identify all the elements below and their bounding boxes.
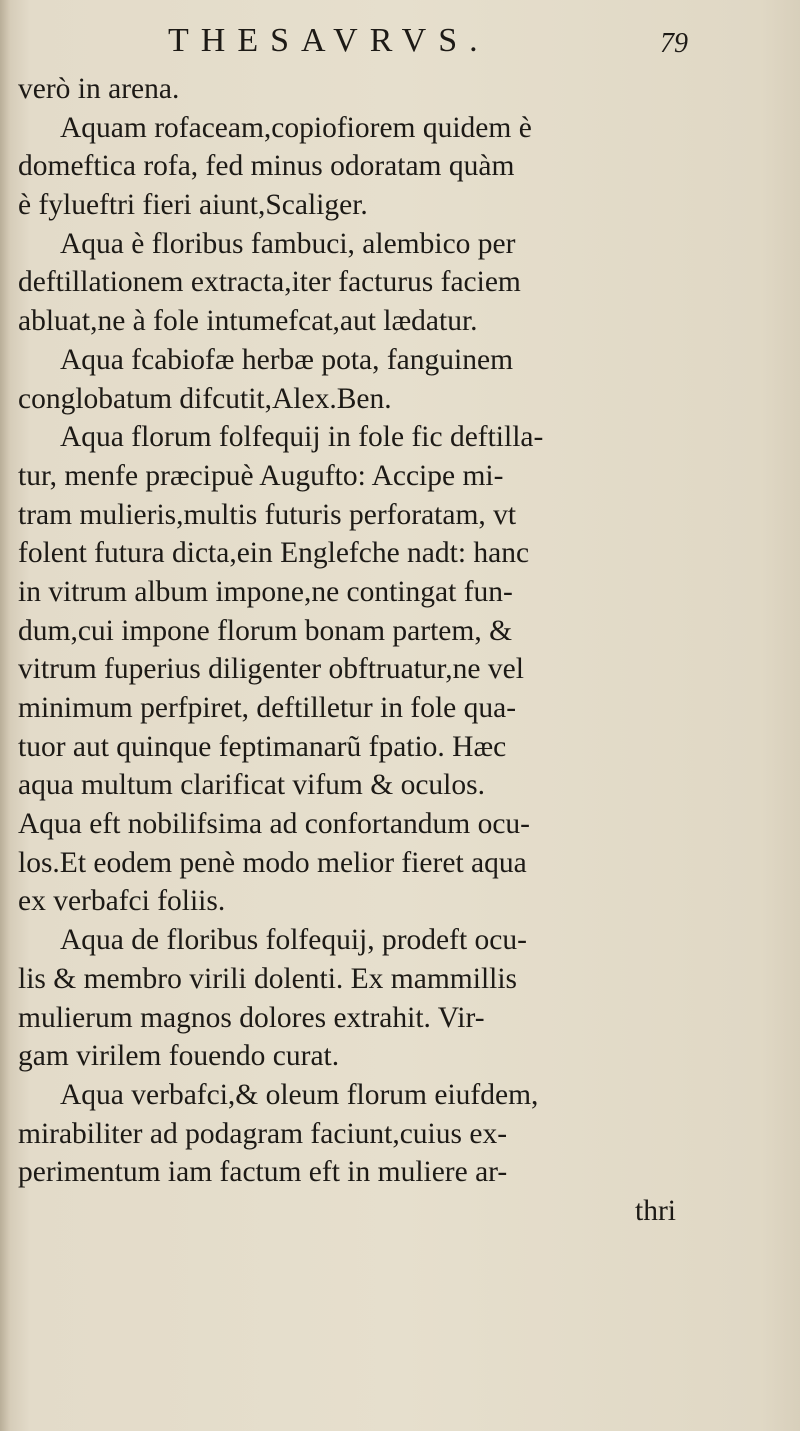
text-line: Aqua è floribus fambuci, alembico per: [60, 227, 516, 260]
body-text: [18, 70, 684, 1231]
text-line: Aqua fcabiofæ herbæ pota, fanguinem: [60, 343, 514, 376]
text-line: vitrum fuperius diligenter obftruatur,ne vel: [18, 653, 524, 686]
text-line: è fylueftri fieri aiunt,Scaliger.: [18, 189, 368, 222]
text-line: gam virilem fouendo curat.: [18, 1040, 340, 1073]
text-line: conglobatum difcutit,Alex.Ben.: [18, 382, 392, 415]
text-line: tram mulieris,multis futuris perforatam, vt: [18, 498, 517, 531]
text-line: ex verbafci foliis.: [18, 885, 226, 918]
text-line: mulierum magnos dolores extrahit. Vir-: [18, 1001, 485, 1034]
text-line: folent futura dicta,ein Englefche nadt: hanc: [18, 537, 530, 570]
text-line: mirabiliter ad podagram faciunt,cuius ex-: [18, 1117, 508, 1150]
text-line: dum,cui impone florum bonam partem, &: [18, 614, 513, 647]
text-line: perimentum iam factum eft in muliere ar-: [18, 1156, 508, 1189]
text-line: domeftica rofa, fed minus odoratam quàm: [18, 150, 515, 183]
text-line: minimum perfpiret, deftilletur in fole qua-: [18, 692, 517, 724]
text-line: lis & membro virili dolenti. Ex mammillis: [18, 962, 518, 995]
text-line: tuor aut quinque feptimanarũ fpatio. Hæc: [18, 730, 507, 763]
text-line: aqua multum clarificat vifum & oculos.: [18, 769, 485, 802]
text-line: los.Et eodem penè modo melior fieret aqua: [18, 846, 527, 879]
page-gutter: [0, 0, 10, 1431]
catchword: thri: [635, 1194, 676, 1227]
page-header: [168, 22, 688, 66]
text-line: abluat,ne à fole intumefcat,aut lædatur.: [18, 305, 478, 338]
text-line: Aqua de floribus folfequij, prodeft ocu-: [60, 924, 527, 957]
running-head: THESAVRVS.: [168, 22, 490, 59]
text-line: Aqua florum folfequij in fole fic deftilla-: [60, 421, 544, 454]
text-line: deftillationem extracta,iter facturus faciem: [18, 266, 521, 299]
text-line: Aqua verbafci,& oleum florum eiufdem,: [60, 1078, 539, 1111]
text-line: Aquam rofaceam,copiofiorem quidem è: [60, 111, 532, 144]
text-line: Aqua eft nobilifsima ad confortandum ocu-: [18, 808, 531, 841]
text-line: in vitrum album impone,ne contingat fun-: [18, 575, 513, 608]
text-line: tur, menfe præcipuè Augufto: Accipe mi-: [18, 459, 504, 492]
text-line: verò in arena.: [18, 73, 180, 105]
page-number: 79: [660, 28, 688, 59]
